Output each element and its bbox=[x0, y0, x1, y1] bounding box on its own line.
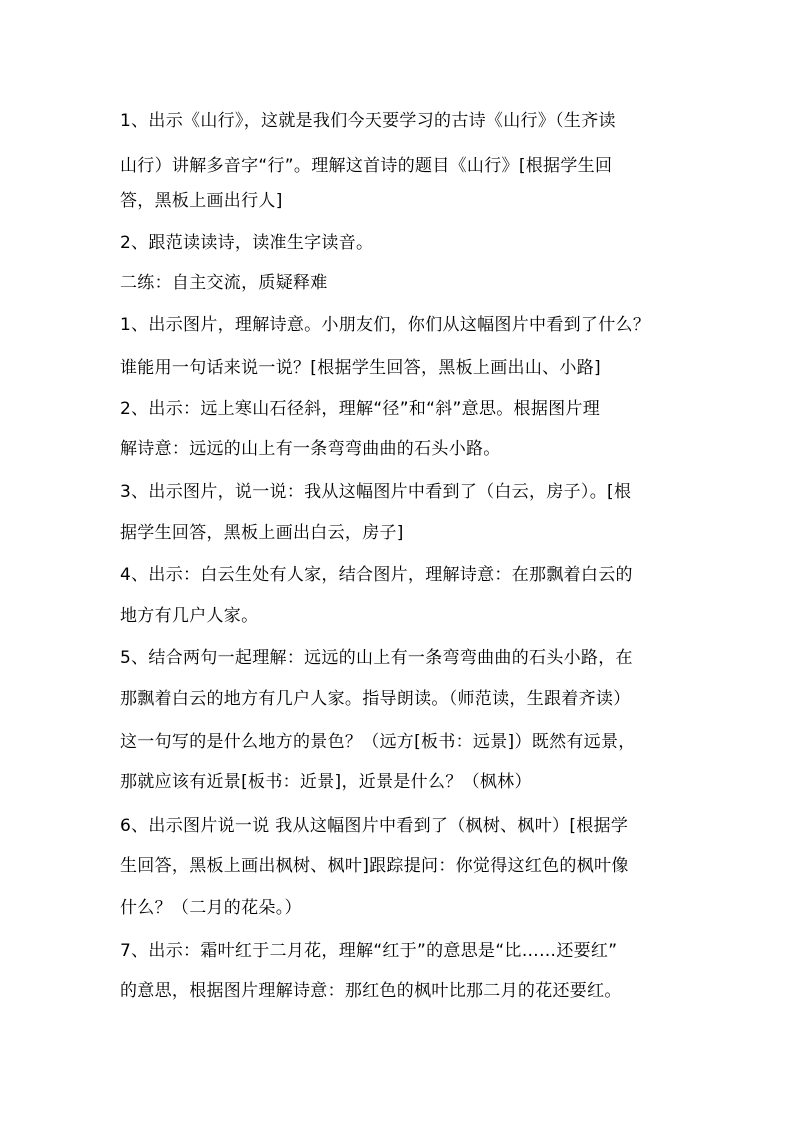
text-line: 谁能用一句话来说一说？[根据学生回答，黑板上画出山、小路] bbox=[120, 358, 601, 378]
text-line: 解诗意：远远的山上有一条弯弯曲曲的石头小路。 bbox=[120, 439, 501, 459]
text-line: 的意思，根据图片理解诗意：那红色的枫叶比那二月的花还要红。 bbox=[120, 981, 622, 1001]
text-line: 2、出示：远上寒山石径斜，理解“径”和“斜”意思。根据图片理 bbox=[120, 399, 601, 419]
text-line: 什么？（二月的花朵。） bbox=[120, 898, 302, 918]
text-line: 据学生回答，黑板上画出白云，房子] bbox=[120, 523, 404, 543]
text-line: 4、出示：白云生处有人家，结合图片，理解诗意：在那飘着白云的 bbox=[120, 565, 633, 585]
text-line: 5、结合两句一起理解：远远的山上有一条弯弯曲曲的石头小路，在 bbox=[120, 648, 633, 668]
text-line: 7、出示：霜叶红于二月花，理解“红于”的意思是“比……还要红” bbox=[120, 941, 618, 961]
text-line: 6、出示图片说一说 我从这幅图片中看到了（枫树、枫叶）[根据学 bbox=[120, 816, 629, 836]
text-line: 3、出示图片，说一说：我从这幅图片中看到了（白云，房子）。[根 bbox=[120, 482, 632, 502]
text-line: 1、出示《山行》，这就是我们今天要学习的古诗《山行》（生齐读 bbox=[120, 111, 616, 131]
text-line: 2、跟范读读诗，读准生字读音。 bbox=[120, 233, 374, 253]
text-line: 答，黑板上画出行人] bbox=[120, 191, 283, 211]
section-heading: 二练：自主交流，质疑释难 bbox=[120, 273, 328, 293]
text-line: 山行）讲解多音字“行”。理解这首诗的题目《山行》[根据学生回 bbox=[120, 156, 613, 176]
text-line: 这一句写的是什么地方的景色？（远方[板书：远景]）既然有远景， bbox=[120, 732, 636, 752]
text-line: 生回答，黑板上画出枫树、枫叶]跟踪提问：你觉得这红色的枫叶像 bbox=[120, 856, 629, 876]
text-line: 那就应该有近景[板书：近景]，近景是什么？（枫林） bbox=[120, 772, 532, 792]
text-line: 地方有几户人家。 bbox=[120, 606, 259, 626]
text-line: 1、出示图片，理解诗意。小朋友们，你们从这幅图片中看到了什么？ bbox=[120, 315, 651, 335]
text-line: 那飘着白云的地方有几户人家。指导朗读。（师范读，生跟着齐读） bbox=[120, 689, 631, 709]
